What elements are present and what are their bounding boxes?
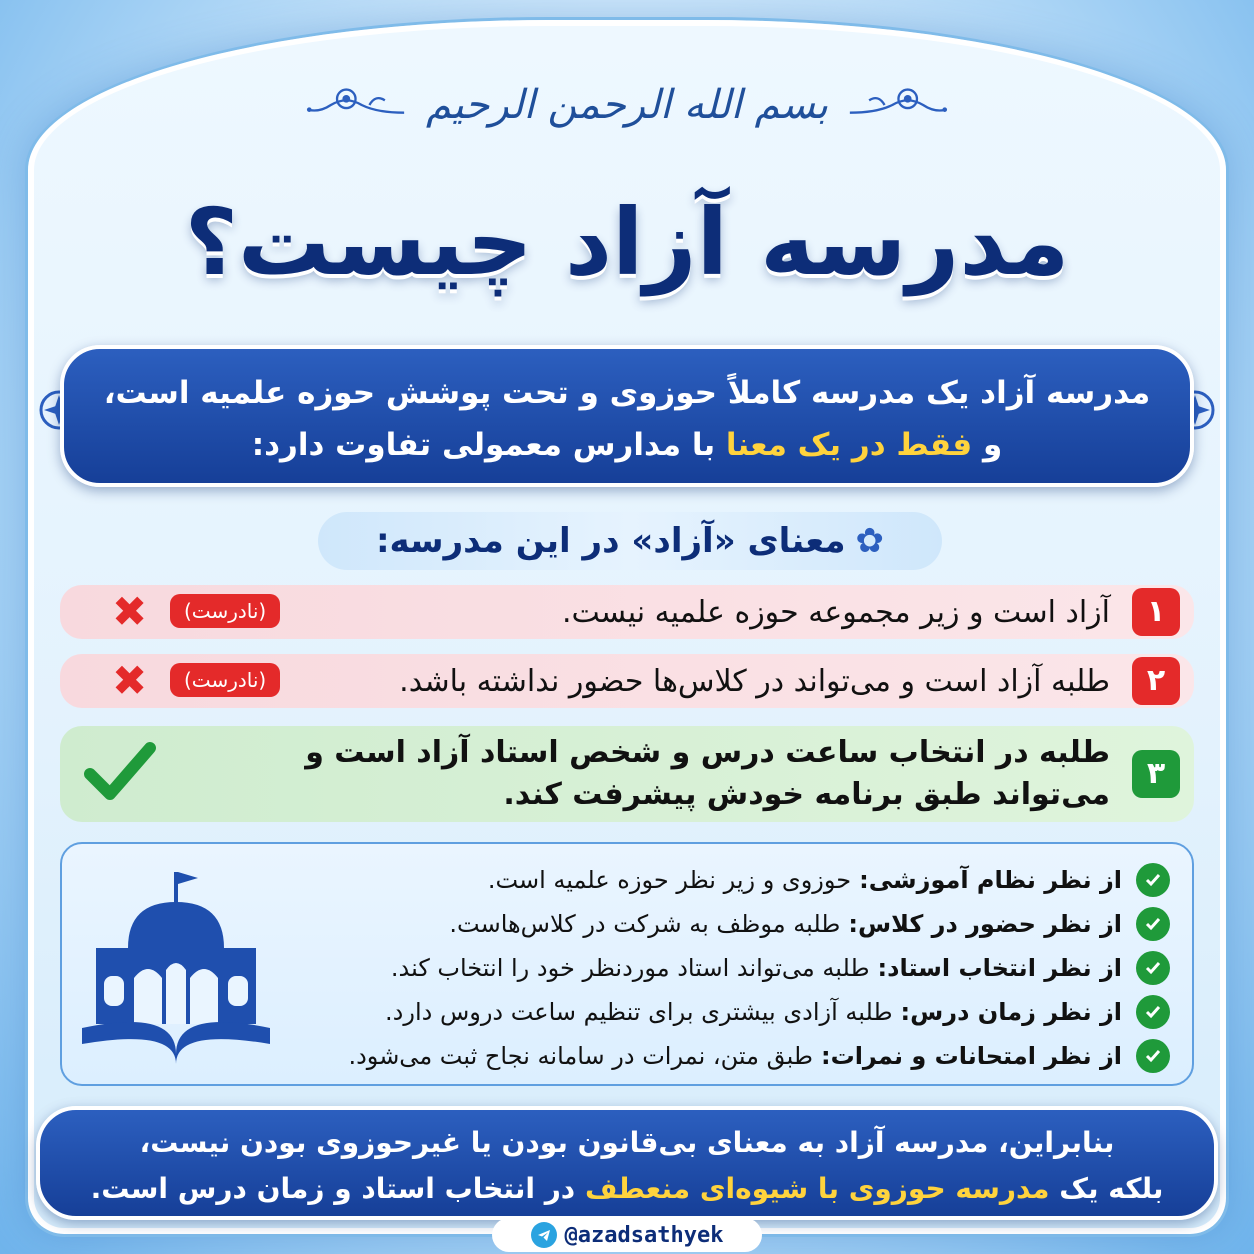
conclusion-line-2-suffix: در انتخاب استاد و زمان درس است. xyxy=(90,1172,585,1205)
conclusion-line-1: بنابراین، مدرسه آزاد به معنای بی‌قانون بودن یا غیرحوزوی بودن نیست، xyxy=(139,1126,1115,1159)
conclusion-panel xyxy=(36,1106,1218,1220)
intro-highlight: فقط در یک معنا xyxy=(725,427,973,463)
mosque-book-icon xyxy=(76,858,276,1064)
check-circle-icon xyxy=(1136,907,1170,941)
subtitle-text: معنای «آزاد» در این مدرسه: xyxy=(375,521,846,561)
details-list xyxy=(290,858,1170,1078)
intro-line-2 xyxy=(64,419,1190,471)
detail-text: طلبه می‌تواند استاد موردنظر خود را انتخاب کند. xyxy=(390,954,870,982)
intro-line-1: مدرسه آزاد یک مدرسه کاملاً حوزوی و تحت پوشش حوزه علمیه است، xyxy=(103,375,1151,411)
meaning-row-2 xyxy=(60,654,1194,708)
check-circle-icon xyxy=(1136,863,1170,897)
conclusion-highlight: مدرسه حوزوی با شیوه‌ای منعطف xyxy=(584,1172,1050,1205)
intro-line-2-suffix: با مدارس معمولی تفاوت دارد: xyxy=(251,427,726,463)
page-title: مدرسه آزاد چیست؟ xyxy=(184,189,1070,296)
checkmark-icon xyxy=(82,734,156,808)
bismillah-header xyxy=(300,50,954,160)
meaning-number-1: ۱ xyxy=(1132,588,1180,636)
incorrect-badge-1: (نادرست) xyxy=(170,594,280,628)
telegram-icon xyxy=(531,1222,557,1248)
detail-label: از نظر زمان درس: xyxy=(900,998,1122,1026)
detail-label: از نظر انتخاب استاد: xyxy=(877,954,1122,982)
meaning-text-3: طلبه در انتخاب ساعت درس و شخص استاد آزاد است و می‌تواند طبق برنامه خودش پیشرفت کند. xyxy=(305,735,1110,812)
conclusion-line-2-prefix: بلکه یک xyxy=(1049,1172,1164,1205)
cross-icon: ✖ xyxy=(112,656,148,705)
detail-item xyxy=(290,858,1170,902)
detail-item xyxy=(290,902,1170,946)
section-subtitle xyxy=(318,512,942,570)
channel-handle[interactable] xyxy=(492,1218,762,1252)
incorrect-badge-2: (نادرست) xyxy=(170,663,280,697)
meaning-row-3 xyxy=(60,726,1194,822)
detail-item xyxy=(290,990,1170,1034)
right-ornament-icon xyxy=(846,75,954,135)
meaning-number-2: ۲ xyxy=(1132,657,1180,705)
flower-icon: ✿ xyxy=(855,521,885,561)
handle-text[interactable]: @azadsathyek xyxy=(564,1222,724,1248)
detail-label: از نظر حضور در کلاس: xyxy=(848,910,1122,938)
intro-panel xyxy=(60,345,1194,487)
detail-item xyxy=(290,946,1170,990)
check-circle-icon xyxy=(1136,995,1170,1029)
meaning-row-1 xyxy=(60,585,1194,639)
meaning-text-2: طلبه آزاد است و می‌تواند در کلاس‌ها حضور نداشته باشد. xyxy=(399,663,1110,699)
detail-item xyxy=(290,1034,1170,1078)
check-circle-icon xyxy=(1136,951,1170,985)
meaning-text-1: آزاد است و زیر مجموعه حوزه علمیه نیست. xyxy=(561,594,1110,630)
meaning-number-3: ۳ xyxy=(1132,750,1180,798)
bismillah-text: بسم الله الرحمن الرحيم xyxy=(425,82,829,128)
cross-icon: ✖ xyxy=(112,587,148,636)
intro-line-2-prefix: و xyxy=(972,427,1003,463)
detail-text: طلبه آزادی بیشتری برای تنظیم ساعت دروس دارد. xyxy=(385,998,893,1026)
detail-label: از نظر نظام آموزشی: xyxy=(859,866,1122,894)
details-panel xyxy=(60,842,1194,1086)
detail-text: طلبه موظف به شرکت در کلاس‌هاست. xyxy=(449,910,841,938)
check-circle-icon xyxy=(1136,1039,1170,1073)
detail-label: از نظر امتحانات و نمرات: xyxy=(820,1042,1122,1070)
detail-text: حوزوی و زیر نظر حوزه علمیه است. xyxy=(487,866,852,894)
detail-text: طبق متن، نمرات در سامانه نجاح ثبت می‌شود. xyxy=(348,1042,813,1070)
left-ornament-icon xyxy=(300,75,408,135)
conclusion-line-2 xyxy=(40,1166,1214,1212)
